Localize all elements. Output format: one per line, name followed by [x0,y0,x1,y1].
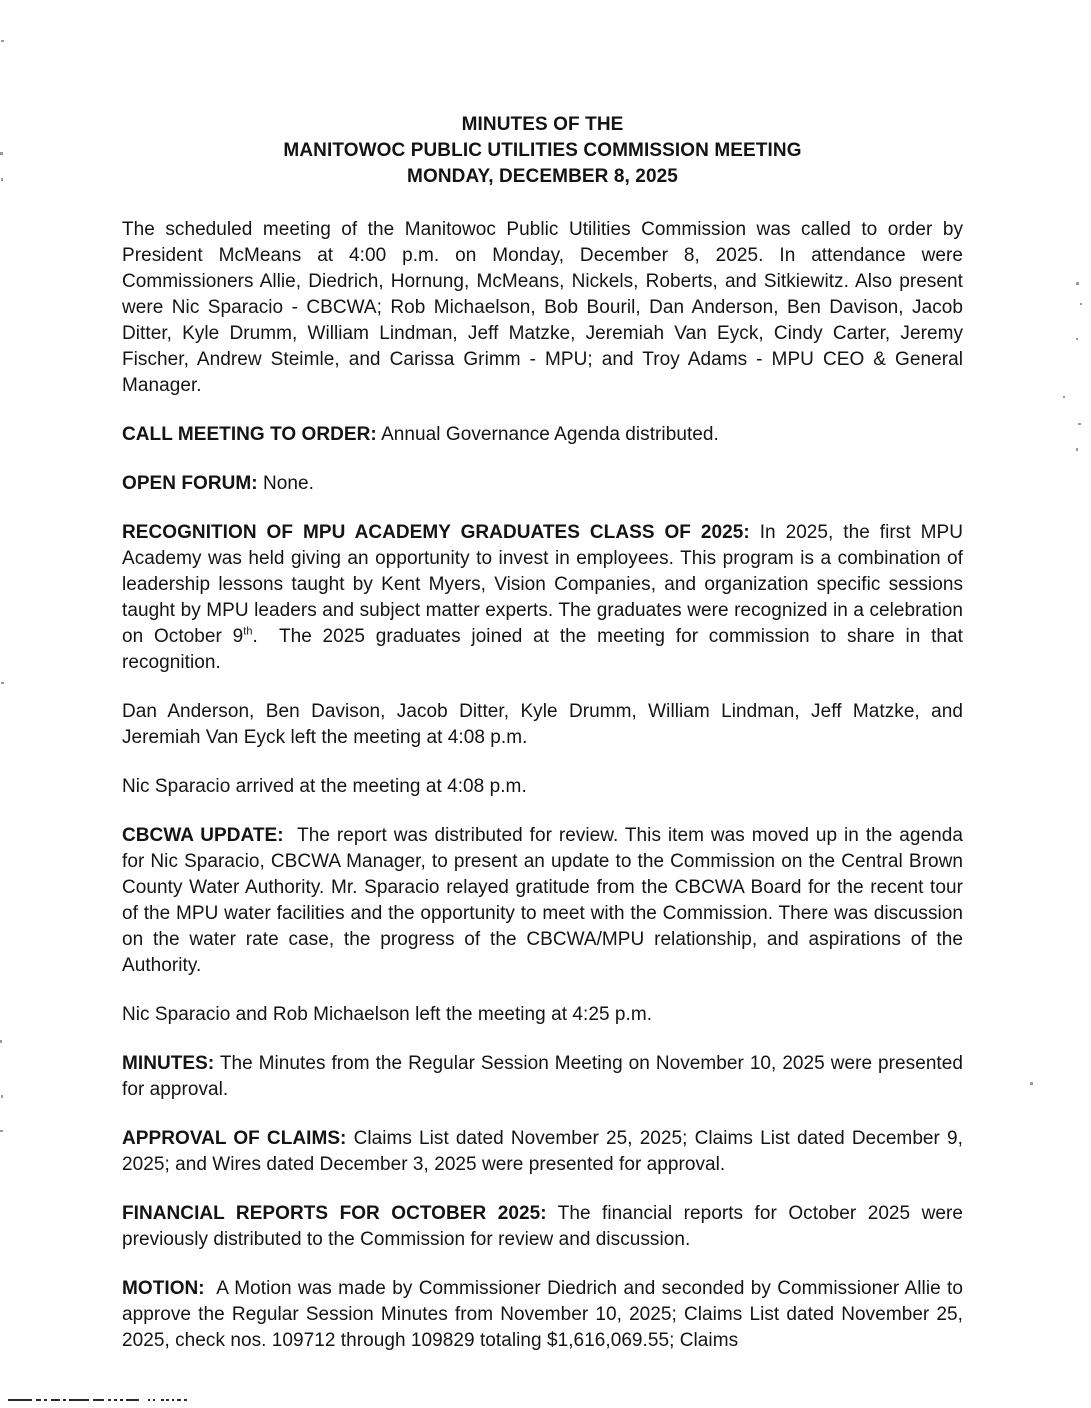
approval-of-claims-paragraph [122,1126,963,1178]
approval-of-claims-label: APPROVAL OF CLAIMS: [122,1128,347,1149]
arrival-1-text: Nic Sparacio arrived at the meeting at 4:08 p.m. [122,776,527,797]
motion-paragraph [122,1276,963,1354]
scan-speck [1,682,4,684]
financial-reports-text: The financial reports for October 2025 were previously distributed to the Commission for review and discussion. [122,1203,963,1250]
minutes-text: The Minutes from the Regular Session Meeting on November 10, 2025 were presented for approval. [122,1053,963,1100]
motion-text: A Motion was made by Commissioner Diedrich and seconded by Commissioner Allie to approve the Regular Session Minutes from November 10, 2025; Claims List dated November 25, 2025, check nos. 109712 through 109829 totaling $1,616,069.55; Claims [122,1278,963,1351]
scan-speck [1030,1082,1033,1085]
approval-of-claims-text: Claims List dated November 25, 2025; Claims List dated December 9, 2025; and Wires dated December 3, 2025 were presented for approval. [122,1128,963,1175]
scan-speck [1080,303,1082,305]
scan-speck [1,40,4,42]
title-line-3: MONDAY, DECEMBER 8, 2025 [407,166,678,187]
departure-1-text: Dan Anderson, Ben Davison, Jacob Ditter, Kyle Drumm, William Lindman, Jeff Matzke, and Jeremiah Van Eyck left the meeting at 4:08 p.m. [122,701,963,748]
arrival-1-paragraph [122,774,963,800]
financial-reports-label: FINANCIAL REPORTS FOR OCTOBER 2025: [122,1203,547,1224]
cbcwa-update-label: CBCWA UPDATE: [122,825,284,846]
open-forum-label: OPEN FORUM: [122,473,258,494]
open-forum-text: None. [257,473,314,494]
departure-1-paragraph [122,699,963,751]
scan-speck [1063,396,1065,398]
scan-speck [0,1040,2,1043]
recognition-text-after-sup: . The 2025 graduates joined at the meeting for commission to share in that recognition. [122,626,963,673]
financial-reports-paragraph [122,1201,963,1253]
scan-speck [1,178,3,181]
motion-label: MOTION: [122,1278,205,1299]
attendance-paragraph [122,217,963,399]
ordinal-superscript: th [243,625,253,638]
scan-speck [0,152,3,155]
scan-speck [1076,448,1078,451]
document-title [122,112,963,190]
attendance-text: The scheduled meeting of the Manitowoc Public Utilities Commission was called to order by President McMeans at 4:00 p.m. on Monday, December 8, 2025. In attendance were Commissioners Allie, Diedrich, Hornung, McMeans, Nickels, Roberts, and Sitkiewitz. Also present were Nic Sparacio - CBCWA; Rob Michaelson, Bob Bouril, Dan Anderson, Ben Davison, Jacob Ditter, Kyle Drumm, William Lindman, Jeff Matzke, Jeremiah Van Eyck, Cindy Carter, Jeremy Fischer, Andrew Steimle, and Carissa Grimm - MPU; and Troy Adams - MPU CEO & General Manager. [122,219,963,396]
recognition-label: RECOGNITION OF MPU ACADEMY GRADUATES CLASS OF 2025: [122,522,750,543]
departure-2-text: Nic Sparacio and Rob Michaelson left the meeting at 4:25 p.m. [122,1004,653,1025]
call-to-order-text: Annual Governance Agenda distributed. [376,424,719,445]
title-line-2: MANITOWOC PUBLIC UTILITIES COMMISSION MEETING [283,140,802,161]
scan-speck [1,1095,3,1098]
minutes-label: MINUTES: [122,1053,215,1074]
cbcwa-update-paragraph [122,823,963,979]
title-line-1: MINUTES OF THE [461,114,624,135]
departure-2-paragraph [122,1002,963,1028]
scan-artifact-dashed-line [8,1398,193,1402]
open-forum-paragraph [122,471,963,497]
call-to-order-paragraph [122,422,963,448]
cbcwa-update-text: The report was distributed for review. This item was moved up in the agenda for Nic Sparacio, CBCWA Manager, to present an update to the Commission on the Central Brown County Water Authority. Mr. Sparacio relayed gratitude from the CBCWA Board for the recent tour of the MPU water facilities and the opportunity to meet with the Commission. There was discussion on the water rate case, the progress of the CBCWA/MPU relationship, and aspirations of the Authority. [122,825,963,976]
scan-speck [1076,282,1079,285]
scan-speck [0,1130,3,1132]
scan-speck [1078,423,1081,425]
call-to-order-label: CALL MEETING TO ORDER: [122,424,377,445]
recognition-paragraph [122,520,963,676]
minutes-paragraph [122,1051,963,1103]
recognition-text-before-sup: In 2025, the first MPU Academy was held giving an opportunity to invest in employees. This program is a combination of leadership lessons taught by Kent Myers, Vision Companies, and organization specific sessions taught by MPU leaders and subject matter experts. The graduates were recognized in a celebration on October 9 [122,522,963,647]
scan-speck [1076,338,1078,340]
